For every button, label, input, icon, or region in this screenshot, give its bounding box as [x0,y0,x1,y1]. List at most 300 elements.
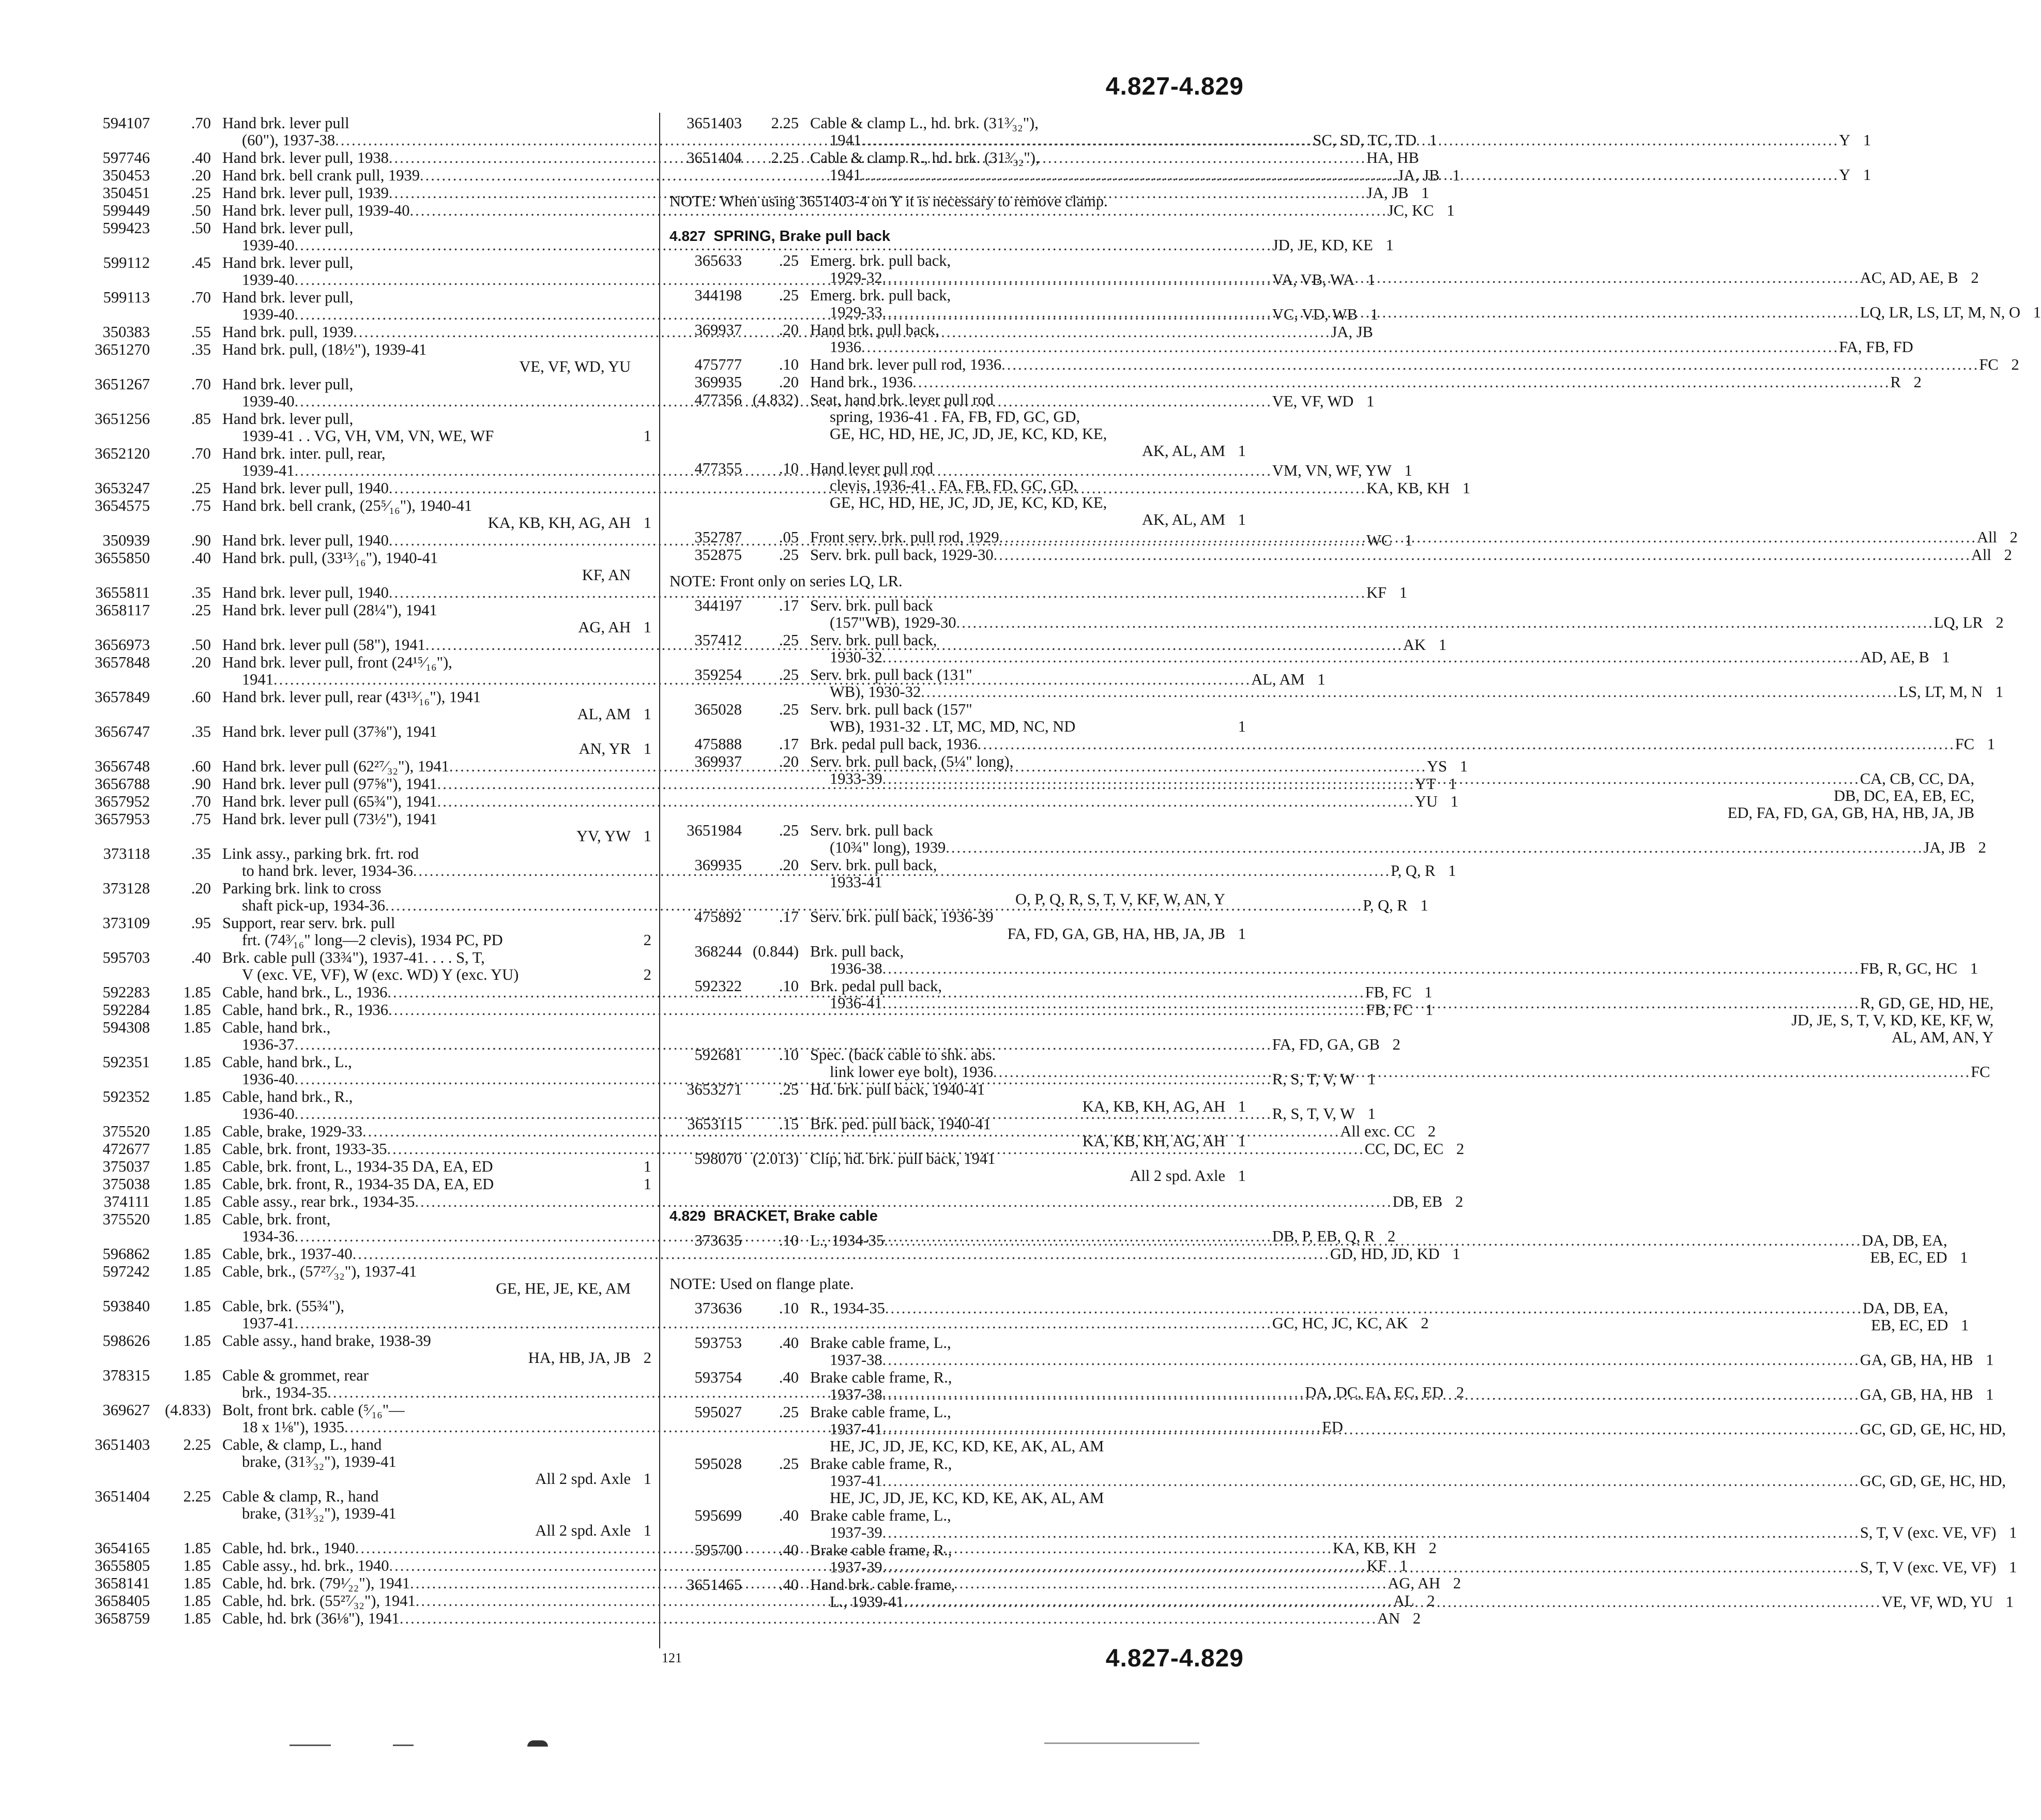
page-header-range: 4.827-4.829 [1105,73,1244,100]
section-heading-4-827 [669,228,1246,245]
description-first-line: Brake cable frame, R., [810,1369,952,1386]
part-number: 592284 [102,1001,150,1019]
dot-leader [912,374,1890,391]
model-codes: FB, R, GC, HC [1860,960,1958,977]
description-first-line: Hand brk. lever pull, [222,254,354,271]
price: .25 [779,1081,799,1098]
model-codes: JC, KC [1387,202,1434,219]
part-description [799,1455,2006,1507]
model-codes-right: VE, VF, WD, YU [519,358,631,375]
part-number: 592322 [694,977,742,995]
part-entry [72,689,651,723]
dot-leader [882,1352,1860,1369]
part-entry [669,908,1246,943]
line-text: 1937-39 [830,1524,882,1541]
part-number: 595028 [694,1455,742,1473]
part-number: 3656973 [95,636,150,654]
part-entry [72,1158,651,1175]
model-codes: KF [1366,584,1387,601]
description-line [810,269,1958,286]
part-entry [72,811,651,845]
quantity: 1 [1399,1557,1408,1574]
model-codes-right: KA, KB, KH, AG, AH [1082,1132,1225,1150]
line-text: brake, (31³⁄₃₂"), 1939-41 [242,1453,397,1470]
part-description [211,1332,631,1367]
part-number: 597242 [102,1263,150,1280]
price: .60 [191,757,211,775]
part-number: 3651256 [95,410,150,428]
quantity: 2 [1971,269,1979,286]
dot-leader [882,1386,1860,1403]
part-number: 592352 [102,1088,150,1105]
model-codes: P, Q, R [1363,897,1408,914]
line-text: Cable, brk., 1937-40 [222,1245,353,1263]
part-description [211,811,631,845]
description-first-line: Hand brk. bell crank, (25⁵⁄₁₆"), 1940-41 [222,497,473,514]
part-description [211,1436,631,1488]
model-codes: AC, AD, AE, B [1860,269,1958,286]
part-number: 344198 [694,286,742,304]
description-first-line: Cable & clamp, R., hand [222,1488,379,1505]
description-line [810,529,1997,546]
part-entry [72,411,651,445]
quantity: 2 [2011,356,2019,373]
quantity: 1 [1367,271,1376,289]
model-codes: All exc. CC [1340,1123,1415,1140]
description-line [810,339,1913,356]
model-codes: GD, HD, JD, KD [1330,1245,1440,1263]
description-first-line: Cable & clamp R., hd. brk. (31³⁄₃₂"), [810,149,1040,166]
price: 1.85 [183,983,211,1001]
quantity: 1 [1438,636,1447,654]
part-number: 359254 [694,666,742,684]
model-codes: HA, HB [1366,149,1419,166]
part-description [799,529,1997,546]
description-first-line: Bolt, front brk. cable (⁵⁄₁₆"— [222,1401,405,1419]
part-number: 599423 [102,219,150,237]
dot-leader [956,614,1934,631]
description-first-line: Brake cable frame, R., [810,1455,952,1473]
part-number: 374111 [103,1193,150,1210]
price: .20 [191,879,211,897]
part-number: 475888 [694,735,742,753]
part-number: 3657952 [95,793,150,810]
part-entry [669,735,1996,753]
part-entry [72,1245,1460,1263]
price: .40 [779,1334,799,1352]
model-codes: KA, KB, KH [1366,479,1450,497]
part-number: 350383 [102,323,150,341]
part-description [799,978,1993,1046]
quantity: 2 [643,966,651,983]
part-number: 3657953 [95,810,150,828]
part-number: 369627 [102,1401,150,1419]
description-line [810,1232,1947,1249]
quantity: 2 [1427,1592,1435,1610]
quantity: 1 [643,1522,651,1539]
quantity: 1 [1238,718,1246,735]
part-description [211,689,631,723]
description-first-line: Hd. brk. pull back, 1940-41 [810,1081,985,1098]
dot-leader [882,304,1860,321]
model-codes: FB, FC [1366,1001,1413,1019]
part-description [799,632,1929,666]
line-text: Hand brk. lever pull (65¾"), 1941 [222,793,437,810]
description-first-line: Serv. brk. pull back, [810,856,937,874]
quantity: 1 [643,1175,651,1193]
model-codes: JD, JE, KD, KE [1272,236,1373,254]
price: .70 [191,114,211,132]
quantity: 2 [1455,1193,1464,1210]
quantity: 1 [1449,775,1457,793]
price: .20 [779,856,799,874]
description-first-line: Hand brk. lever pull, [222,410,354,428]
price: .25 [779,666,799,684]
quantity: 1 [1238,1132,1246,1150]
line-text: link lower eye bolt), 1936 [830,1063,993,1081]
price: .70 [191,445,211,462]
part-description [799,547,1991,564]
description-line [222,1158,631,1175]
part-number: 3657848 [95,654,150,671]
line-text: 1929-32 [830,269,882,286]
price: .70 [191,375,211,393]
price: .25 [191,479,211,497]
description-line [810,494,1225,511]
model-codes: R, GD, GE, HD, HE, [1860,994,1994,1012]
part-number: 599112 [103,254,150,271]
part-description [799,391,1225,460]
part-entry [669,597,2004,631]
price: .25 [779,546,799,564]
quantity: 1 [1446,202,1455,219]
part-entry [669,391,1246,460]
price: .40 [191,149,211,166]
part-number: 595027 [694,1403,742,1421]
part-number: 375520 [102,1123,150,1140]
line-text: Hand brk. lever pull, 1940 [222,479,389,497]
quantity: 1 [1238,1098,1246,1115]
description-line [222,966,631,983]
line-text: HE, JC, JD, JE, KC, KD, KE, AK, AL, AM [830,1489,1104,1507]
model-codes: KA, KB, KH [1332,1539,1416,1557]
dot-leader [885,1300,1863,1317]
dot-leader [999,529,1977,546]
line-text: 1933-39 [830,770,882,787]
part-number: 594308 [102,1019,150,1036]
part-number: 369935 [694,373,742,391]
line-text: Hand brk. lever pull rod, 1936 [810,356,1002,373]
price: .10 [779,1232,799,1249]
model-codes-right: KF, AN [582,566,631,584]
part-number: 592681 [694,1046,742,1064]
part-number: 365633 [694,252,742,269]
model-codes: SC, SD, TC, TD [1313,131,1416,149]
part-entry [72,793,1458,810]
quantity: 1 [643,1158,651,1175]
line-text: to hand brk. lever, 1934-36 [242,862,413,879]
part-description [799,1116,1225,1150]
quantity: 1 [643,705,651,723]
line-text: L., 1934-35 [810,1232,885,1249]
part-number: 3656747 [95,723,150,740]
model-codes: LQ, LR [1933,614,1983,631]
price: 1.85 [183,1539,211,1557]
description-line [222,1610,1400,1627]
line-text: Cable assy., hd. brk., 1940 [222,1557,389,1574]
line-text: Cable, hand brk., R., 1936 [222,1001,389,1019]
model-codes: AK [1403,636,1426,654]
quantity: 2 [1421,1314,1429,1332]
model-codes: AD, AE, B [1860,648,1929,666]
price: .95 [191,914,211,932]
price: 1.85 [183,1610,211,1627]
price: .25 [191,601,211,619]
price: .90 [191,775,211,793]
quantity: 2 [1387,1227,1396,1245]
quantity: 2 [1456,1140,1465,1158]
price: 1.85 [183,1210,211,1228]
dot-leader [861,132,1839,149]
price: .75 [191,497,211,514]
part-description [799,753,1974,822]
model-codes: DB, P, EB, Q, R [1272,1227,1375,1245]
part-description [211,1488,631,1539]
model-codes-right: JD, JE, S, T, V, KD, KE, KF, W, [1791,1011,1994,1029]
description-line [810,477,1225,494]
part-number: 375038 [102,1175,150,1193]
line-text: Cable, brake, 1929-33 [222,1123,363,1140]
description-line [222,1176,631,1193]
dot-leader [882,1418,1860,1438]
model-codes: FC [1979,356,1999,373]
line-text: shaft pick-up, 1934-36 [242,897,385,914]
price: .50 [191,202,211,219]
part-number: 593754 [694,1369,742,1386]
quantity: 1 [1238,442,1246,460]
line-text: WB), 1931-32 . LT, MC, MD, NC, ND [830,718,1076,735]
quantity: 1 [1429,131,1437,149]
line-text: R., 1934-35 [810,1299,885,1317]
description-line [810,1524,1996,1541]
model-codes: GC, GD, GE, HC, HD, [1860,1420,2006,1438]
dot-leader [978,736,1955,753]
part-number: 598070 [694,1150,742,1167]
price: .25 [779,1403,799,1421]
quantity: 2 [1978,839,1986,856]
price: .20 [191,654,211,671]
quantity: 1 [1405,532,1413,549]
part-number: 3655805 [95,1557,150,1574]
model-codes-right: DB, DC, EA, EB, EC, [1834,787,1975,805]
line-text: brake, (31³⁄₃₂"), 1939-41 [242,1505,397,1522]
price: .75 [191,810,211,828]
quantity: 2 [1996,614,2004,631]
price: .40 [779,1541,799,1559]
price: 1.85 [183,1193,211,1210]
line-text: 1939-40 [242,271,295,289]
line-text: Cable assy., rear brk., 1934-35 [222,1193,415,1210]
part-number: 373635 [694,1232,742,1249]
line-text: clevis, 1936-41 . FA, FB, FD, GC, GD, [830,477,1077,494]
part-number: 3653271 [687,1081,742,1098]
line-text: 1933-41 [830,873,882,891]
description-line [810,1594,1993,1611]
part-description [211,1610,1400,1627]
quantity: 2 [1427,1123,1436,1140]
page-number: 121 [662,1650,682,1665]
model-codes: AG, AH [1388,1574,1440,1592]
model-codes: P, Q, R [1391,862,1436,879]
price: 2.25 [183,1436,211,1453]
line-text: Serv. brk. pull back, 1929-30 [810,546,994,564]
part-number: 3657849 [95,688,150,706]
description-line [810,614,1983,631]
part-number: 3651404 [687,149,742,166]
description-first-line: Emerg. brk. pull back, [810,252,951,269]
quantity: 1 [1238,925,1246,943]
model-codes: FA, FB, FD [1839,338,1913,356]
description-first-line: Cable, brk. (55¾"), [222,1297,345,1315]
part-description [799,1300,1948,1334]
description-first-line: Brake cable frame, L., [810,1507,951,1524]
note-front-only: NOTE: Front only on series LQ, LR. [669,572,903,590]
quantity: 1 [1462,479,1471,497]
part-number: 3654165 [95,1539,150,1557]
part-description [799,1334,1973,1369]
description-first-line: Clip, hd. brk. pull back, 1941 [810,1150,996,1167]
line-text: 1939-41 . . VG, VH, VM, VN, WE, WF [242,427,494,445]
model-codes: All [1971,546,1991,564]
quantity: 1 [1238,511,1246,528]
part-entry [72,949,651,983]
part-entry [72,1019,1400,1053]
part-number: 369937 [694,753,742,770]
part-entry [72,723,651,757]
part-number: 595700 [694,1541,742,1559]
part-number: 3651404 [95,1488,150,1505]
line-text: 1937-41 [830,1420,882,1438]
description-line [810,1300,1948,1317]
part-entry [669,1455,2006,1507]
part-description [211,550,631,584]
description-first-line: Serv. brk. pull back, [810,631,937,649]
part-number: 3658759 [95,1610,150,1627]
line-text: Brk. pedal pull back, 1936 [810,735,978,753]
description-first-line: Brake cable frame, L., [810,1334,951,1352]
price: .35 [191,584,211,601]
line-text: 1939-40 [242,392,295,410]
model-codes: JA, JB [1366,184,1409,202]
line-text: 1937-41 [242,1314,295,1332]
line-text: (60"), 1937-38 [242,131,336,149]
quantity: 1 [643,827,651,845]
model-codes-right: AG, AH [578,618,631,636]
dot-leader [861,339,1839,356]
model-codes: VC, VD, WB [1272,306,1358,323]
dot-leader [882,960,1860,977]
model-codes: LQ, LR, LS, LT, M, N, O [1860,304,2021,321]
part-number: 369935 [694,856,742,874]
description-first-line: Serv. brk. pull back, (5¼" long), [810,753,1014,770]
line-text: brk., 1934-35 [242,1384,328,1401]
part-number: 599113 [103,289,150,306]
part-description [799,597,1983,631]
description-first-line: Hand brk. inter. pull, rear, [222,445,386,462]
part-entry [72,1332,651,1367]
line-text: 1939-40 [242,236,295,254]
description-line [222,1453,631,1470]
quantity: 1 [2033,304,2041,321]
price: .50 [191,219,211,237]
model-codes: VE, VF, WD [1272,392,1354,410]
price: 1.85 [183,1557,211,1574]
part-number: 369937 [694,321,742,339]
description-first-line: Cable & grommet, rear [222,1367,369,1384]
quantity: 1 [1863,131,1871,149]
part-number: 3656748 [95,757,150,775]
price: 1.85 [183,1158,211,1175]
price: .40 [779,1369,799,1386]
price: .35 [191,341,211,358]
model-codes-right: AN, YR [578,740,631,757]
quantity: 1 [1452,1245,1460,1263]
section-number: 4.827 [669,228,706,244]
model-codes: FC [1955,735,1975,753]
quantity: 1 [1404,462,1412,479]
part-number: 375520 [102,1210,150,1228]
model-codes: S, T, V (exc. VE, VF) [1860,1558,1997,1576]
line-text: V (exc. VE, VF), W (exc. WD) Y (exc. YU) [242,966,519,983]
model-codes-right: All 2 spd. Axle [1130,1167,1225,1185]
description-first-line: Brk. cable pull (33¾"), 1937-41. . . . S, T, [222,949,485,966]
model-codes-right: EB, EC, ED [1870,1249,1947,1266]
model-codes: All [1976,528,1997,546]
description-first-line: Cable, hand brk., L., [222,1053,352,1071]
part-description [211,1158,631,1175]
model-codes: GA, GB, HA, HB [1860,1351,1973,1369]
description-first-line: Cable, brk., (57²⁷⁄₃₂"), 1937-41 [222,1263,417,1280]
model-codes-right: ED, FA, FD, GA, GB, HA, HB, JA, JB [1727,804,1975,822]
part-entry [72,1176,651,1193]
dot-leader [921,684,1898,701]
part-entry [669,1150,1246,1185]
model-codes: JA, JB [1331,323,1373,341]
line-text: 1937-41 [830,1472,882,1490]
part-number: 373109 [102,914,150,932]
description-first-line: Hand brk. pull, (33¹³⁄₁₆"), 1940-41 [222,549,438,567]
part-number: 3651403 [95,1436,150,1453]
model-codes-right: AK, AL, AM [1142,442,1225,460]
line-text: 1941 [830,166,861,184]
part-description [211,1263,631,1297]
line-text: Hand brk. lever pull, 1939-40 [222,202,410,219]
description-line [222,1505,631,1522]
description-first-line: Spec. (back cable to shk. abs. [810,1046,996,1064]
part-number: 597746 [102,149,150,166]
description-first-line: Serv. brk. pull back, 1936-39 [810,908,994,926]
part-number: 3651984 [687,822,742,839]
line-text: Hand brk. lever pull, 1939 [222,184,389,202]
part-description [799,1507,1996,1541]
line-text: spring, 1936-41 . FA, FB, FD, GC, GD, [830,408,1080,426]
quantity: 1 [1986,1386,1994,1403]
model-codes: YS [1427,757,1448,775]
description-first-line: Hand brk. pull, (18½"), 1939-41 [222,341,427,358]
part-entry [72,1488,651,1539]
line-text: Hand brk. lever pull, 1940 [222,532,389,549]
quantity: 1 [1367,1070,1376,1088]
